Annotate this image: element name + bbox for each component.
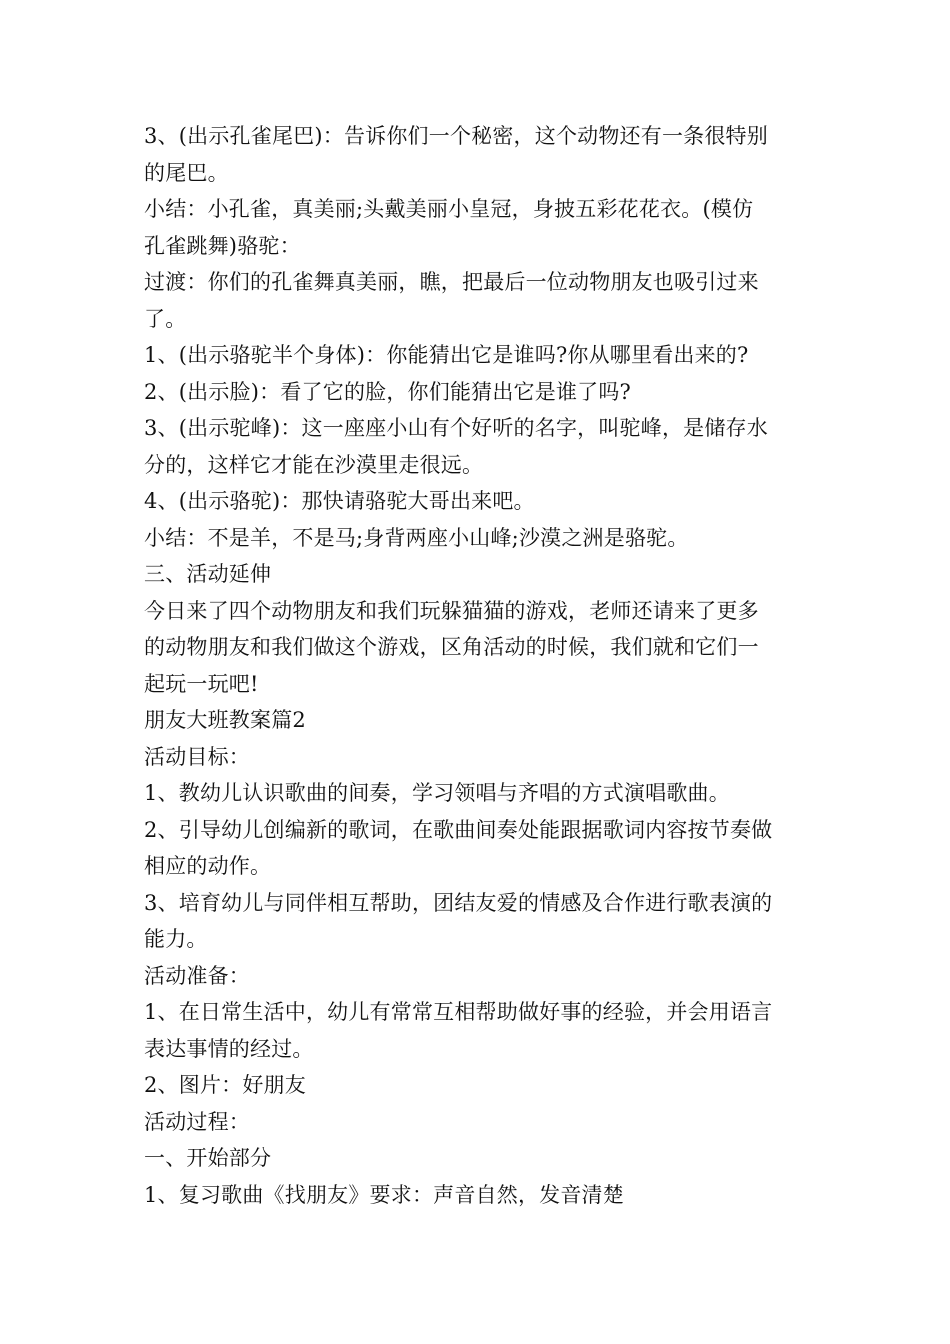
text-line: 2、图片：好朋友 xyxy=(144,1073,306,1097)
section-heading: 活动过程： xyxy=(144,1109,250,1134)
text-line: 小结：小孔雀，真美丽;头戴美丽小皇冠，身披五彩花花衣。(模仿 xyxy=(144,197,754,221)
section-heading: 活动准备： xyxy=(144,963,250,988)
text-line: 3、(出示驼峰)：这一座座小山有个好听的名字，叫驼峰，是储存水 xyxy=(144,416,768,440)
text-line: 2、引导幼儿创编新的歌词，在歌曲间奏处能跟据歌词内容按节奏做 xyxy=(144,817,773,842)
text-line: 过渡：你们的孔雀舞真美丽，瞧，把最后一位动物朋友也吸引过来 xyxy=(144,270,759,294)
text-line: 1、(出示骆驼半个身体)：你能猜出它是谁吗?你从哪里看出来的? xyxy=(144,343,749,367)
text-line: 分的，这样它才能在沙漠里走很远。 xyxy=(144,452,484,477)
text-line: 1、在日常生活中，幼儿有常常互相帮助做好事的经验，并会用语言 xyxy=(144,1000,773,1024)
text-line: 了。 xyxy=(144,306,187,331)
text-line: 的动物朋友和我们做这个游戏，区角活动的时候，我们就和它们一 xyxy=(144,635,759,659)
section-heading: 三、活动延伸 xyxy=(144,562,272,586)
text-line: 3、(出示孔雀尾巴)：告诉你们一个秘密，这个动物还有一条很特别 xyxy=(144,124,768,148)
text-line: 起玩一玩吧! xyxy=(144,671,259,696)
text-line: 孔雀跳舞)骆驼： xyxy=(144,233,301,258)
lesson-title: 朋友大班教案篇2 xyxy=(144,708,306,732)
text-line: 2、(出示脸)：看了它的脸，你们能猜出它是谁了吗? xyxy=(144,379,632,404)
document-body xyxy=(144,118,808,1213)
text-line: 相应的动作。 xyxy=(144,854,272,878)
section-heading: 活动目标： xyxy=(144,744,250,769)
text-line: 的尾巴。 xyxy=(144,160,229,185)
text-line: 3、培育幼儿与同伴相互帮助，团结友爱的情感及合作进行歌表演的 xyxy=(144,890,773,915)
section-heading: 一、开始部分 xyxy=(144,1146,272,1170)
text-line: 1、教幼儿认识歌曲的间奏，学习领唱与齐唱的方式演唱歌曲。 xyxy=(144,781,730,805)
text-line: 4、(出示骆驼)：那快请骆驼大哥出来吧。 xyxy=(144,489,535,513)
text-line: 小结：不是羊，不是马;身背两座小山峰;沙漠之洲是骆驼。 xyxy=(144,525,689,550)
text-line: 表达事情的经过。 xyxy=(144,1036,314,1061)
text-line: 1、复习歌曲《找朋友》要求：声音自然，发音清楚 xyxy=(144,1182,624,1207)
text-line: 今日来了四个动物朋友和我们玩躲猫猫的游戏，老师还请来了更多 xyxy=(144,598,759,623)
text-line: 能力。 xyxy=(144,927,208,951)
